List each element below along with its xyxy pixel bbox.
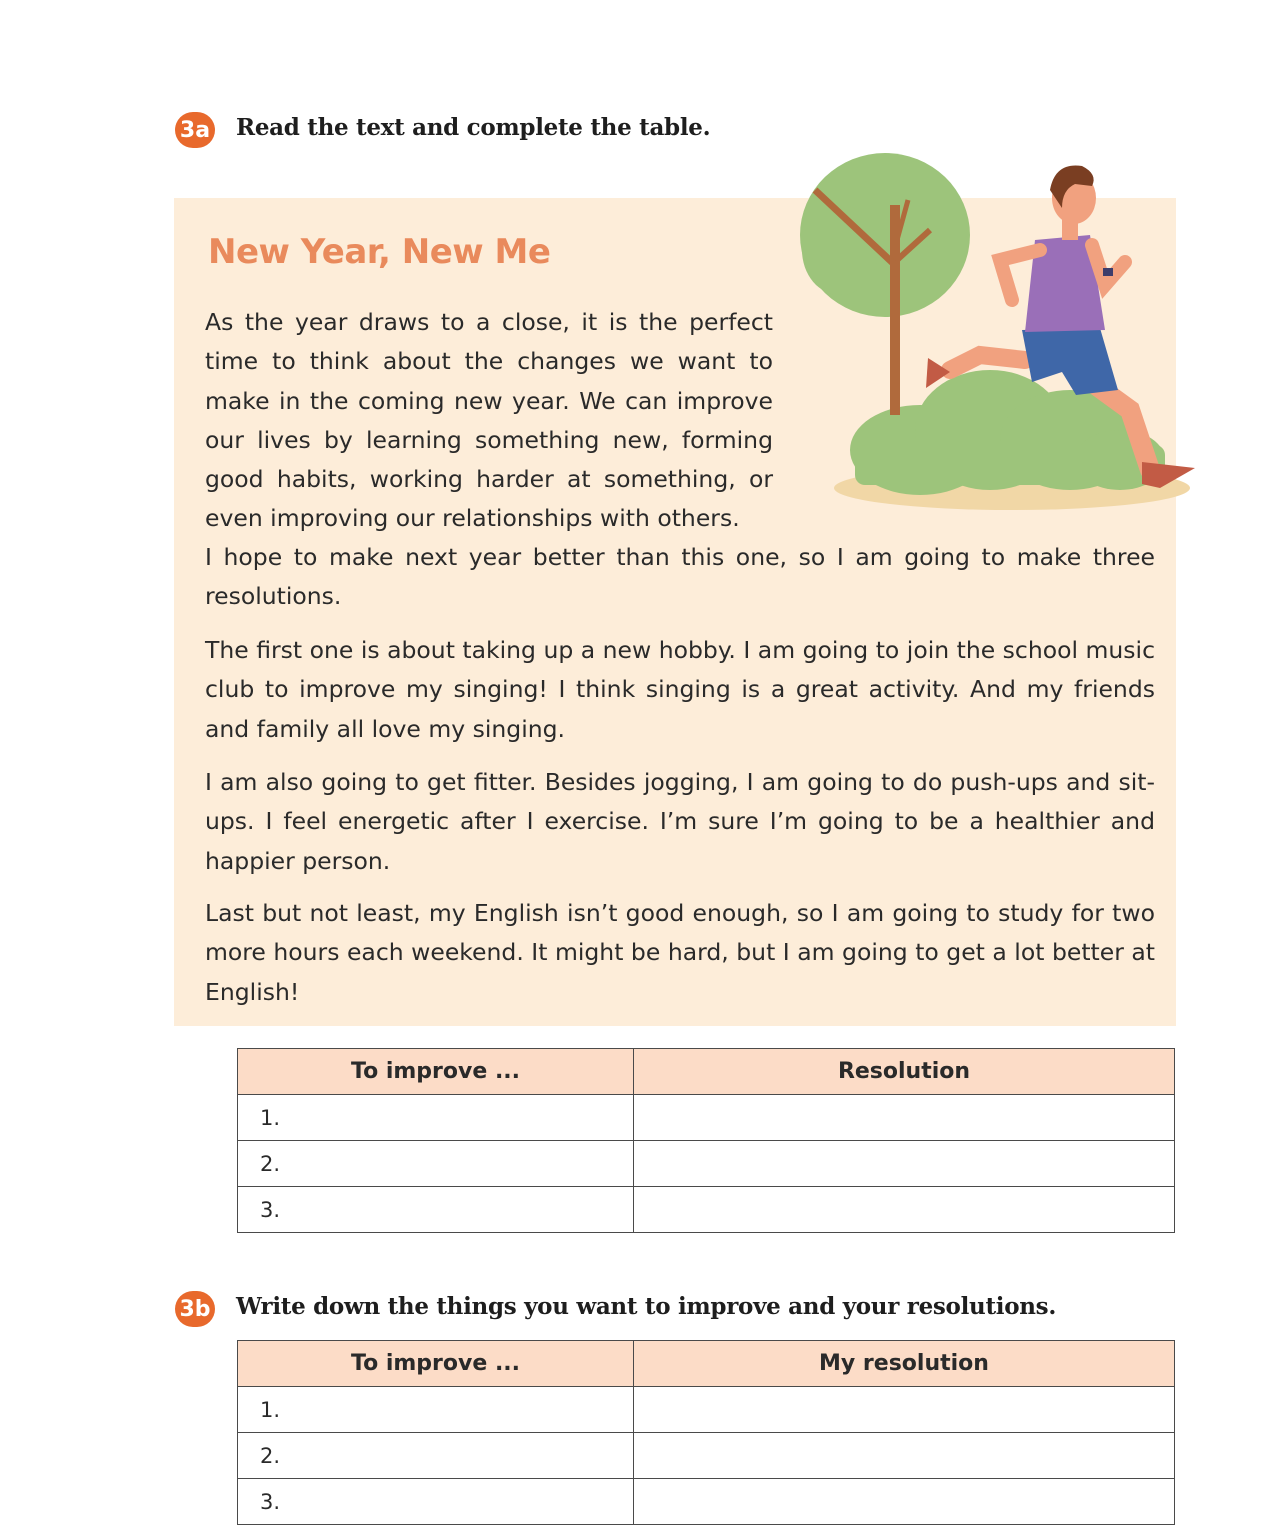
my-resolution-answer-cell[interactable]	[634, 1387, 1175, 1433]
row-number: 3.	[238, 1479, 634, 1525]
exercise-3a-badge: 3a	[175, 112, 215, 148]
exercise-3b-badge: 3b	[175, 1291, 215, 1327]
table-row	[238, 1387, 1175, 1433]
exercise-3b-instruction: Write down the things you want to improve and your resolutions.	[236, 1293, 1057, 1320]
row-number: 2.	[238, 1433, 634, 1479]
my-resolution-answer-cell[interactable]	[634, 1433, 1175, 1479]
table-row	[238, 1141, 1175, 1187]
exercise-3a-instruction: Read the text and complete the table.	[236, 114, 711, 141]
reading-paragraph-3: The first one is about taking up a new hobby. I am going to join the school music club to improve my singing! I think singing is a great activity. And my friends and family all love my singing.	[205, 636, 1155, 743]
table-header-row	[238, 1341, 1175, 1387]
row-number: 1.	[238, 1095, 634, 1141]
row-number: 2.	[238, 1141, 634, 1187]
resolution-answer-cell[interactable]	[634, 1095, 1175, 1141]
header-resolution: Resolution	[634, 1049, 1175, 1095]
header-to-improve: To improve ...	[238, 1341, 634, 1387]
row-number: 3.	[238, 1187, 634, 1233]
table-header-row	[238, 1049, 1175, 1095]
reading-title: New Year, New Me	[208, 232, 551, 272]
reading-paragraph-4: I am also going to get fitter. Besides jogging, I am going to do push-ups and sit-ups. I feel energetic after I exercise. I’m sure I’m going to be a healthier and happier person.	[205, 768, 1155, 875]
reading-paragraph-5: Last but not least, my English isn’t good enough, so I am going to study for two more hours each weekend. It might be hard, but I am going to get a lot better at English!	[205, 899, 1155, 1006]
table-3b	[237, 1340, 1175, 1525]
resolution-answer-cell[interactable]	[634, 1187, 1175, 1233]
jogger-illustration	[800, 150, 1220, 520]
table-3a	[237, 1048, 1175, 1233]
reading-paragraph-1: As the year draws to a close, it is the perfect time to think about the changes we want to make in the coming new year. We can improve our lives by learning something new, forming good habits, working harder at something, or even improving our relationships with others.	[205, 308, 773, 533]
row-number: 1.	[238, 1387, 634, 1433]
table-row	[238, 1187, 1175, 1233]
header-my-resolution: My resolution	[634, 1341, 1175, 1387]
my-resolution-answer-cell[interactable]	[634, 1479, 1175, 1525]
table-row	[238, 1433, 1175, 1479]
table-row	[238, 1095, 1175, 1141]
table-row	[238, 1479, 1175, 1525]
reading-paragraph-2: I hope to make next year better than this one, so I am going to make three resolutions.	[205, 543, 1155, 611]
header-to-improve: To improve ...	[238, 1049, 634, 1095]
resolution-answer-cell[interactable]	[634, 1141, 1175, 1187]
